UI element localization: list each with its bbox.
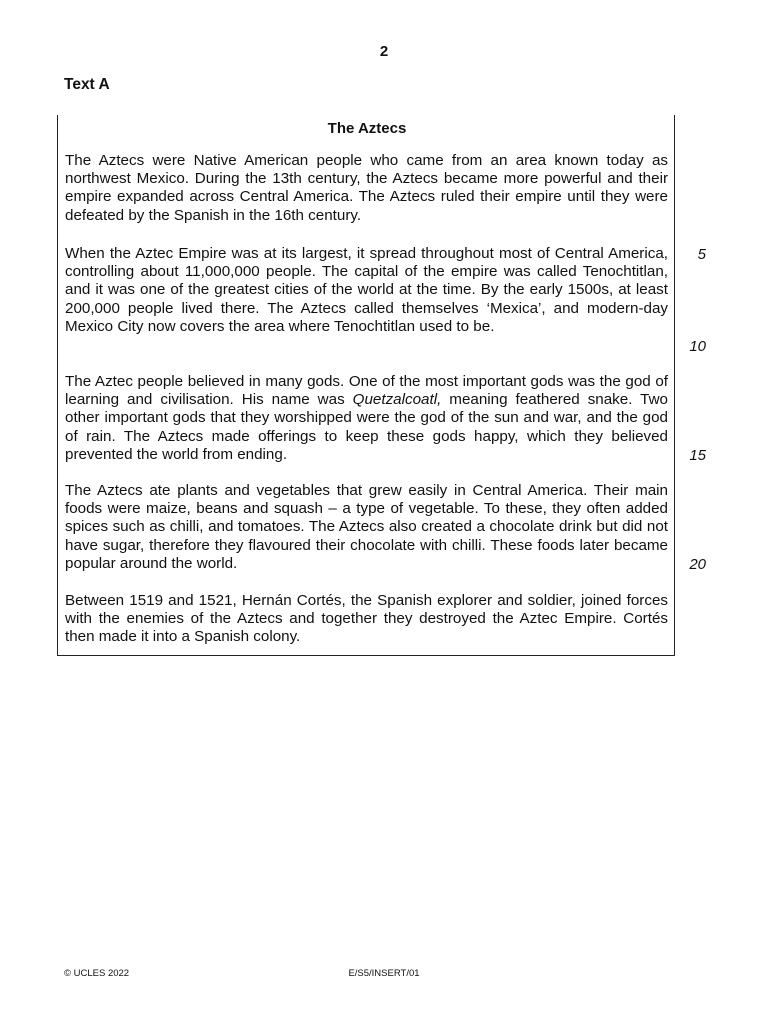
- page-number: 2: [379, 43, 389, 60]
- line-number-5: 5: [697, 246, 706, 263]
- paragraph-3: [65, 373, 668, 464]
- line-number-10: 10: [689, 338, 706, 355]
- line-number-20: 20: [689, 556, 706, 573]
- line-number-15: 15: [689, 447, 706, 464]
- paragraph-4: The Aztecs ate plants and vegetables that grew easily in Central America. Their main foods were maize, beans and squash – a type of vegetable. To these, they often added spices such as chilli, and tomatoes. The Aztecs also created a chocolate drink but did not have sugar, therefore they flavoured their chocolate with chilli. These foods later became popular around the world.: [65, 482, 668, 572]
- footer-copyright: © UCLES 2022: [64, 968, 130, 979]
- passage-box: [57, 115, 675, 656]
- paragraph-1: The Aztecs were Native American people who came from an area known today as northwest Mexico. During the 13th century, the Aztecs became more powerful and their empire expanded across Central America. The Aztecs ruled their empire until they were defeated by the Spanish in the 16th century.: [65, 152, 668, 224]
- paragraph-3-text-a: The Aztec people believed in many gods. One of the most important gods was the god of learning and civilisation. His name was: [65, 373, 668, 409]
- passage-title: The Aztecs: [327, 120, 407, 137]
- paragraph-2: When the Aztec Empire was at its largest, it spread throughout most of Central America, controlling about 11,000,000 people. The capital of the empire was called Tenochtitlan, and it was one of the greatest cities of the world at the time. By the early 1500s, at least 200,000 people lived there. The Aztecs called themselves ‘Mexica’, and modern-day Mexico City now covers the area where Tenochtitlan used to be.: [65, 245, 668, 335]
- god-name-italic: Quetzalcoatl,: [352, 391, 442, 409]
- paragraph-3-text-b: meaning feathered snake. Two other important gods that they worshipped were the god of the sun and war, and the god of rain. The Aztecs made offerings to keep these gods happy, which they believed prevented the world from ending.: [65, 391, 669, 463]
- text-label: Text A: [64, 76, 110, 93]
- paragraph-5: Between 1519 and 1521, Hernán Cortés, the Spanish explorer and soldier, joined forces with the enemies of the Aztecs and together they destroyed the Aztec Empire. Cortés then made it into a Spanish colony.: [65, 592, 668, 646]
- footer-code: E/S5/INSERT/01: [348, 968, 420, 979]
